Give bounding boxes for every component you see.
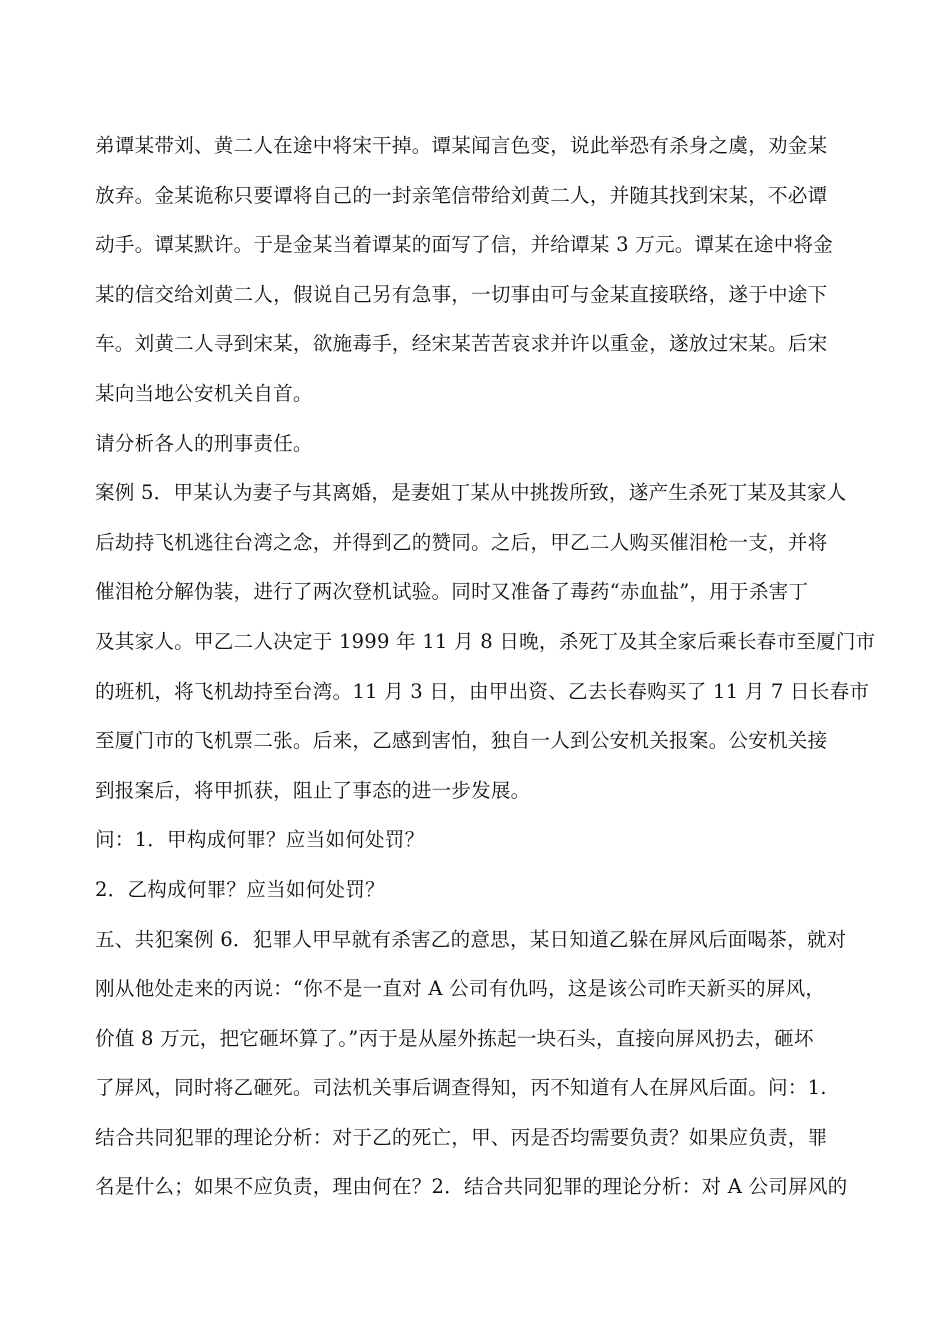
body-line: 放弃。金某诡称只要谭将自己的一封亲笔信带给刘黄二人，并随其找到宋某，不必谭	[95, 183, 828, 207]
body-line: 刚从他处走来的丙说：“你不是一直对 A 公司有仇吗，这是该公司昨天新买的屏风，	[95, 977, 826, 1001]
body-line: 了屏风，同时将乙砸死。司法机关事后调查得知，丙不知道有人在屏风后面。问：1.	[95, 1076, 827, 1100]
body-line: 某的信交给刘黄二人，假说自己另有急事，一切事由可与金某直接联络，遂于中途下	[95, 282, 828, 306]
body-line: 后劫持飞机逃往台湾之念，并得到乙的赞同。之后，甲乙二人购买催泪枪一支，并将	[95, 530, 828, 554]
body-line: 催泪枪分解伪装，进行了两次登机试验。同时又准备了毒药“赤血盐”，用于杀害丁	[95, 580, 809, 604]
case-5-line: 案例 5．甲某认为妻子与其离婚，是妻姐丁某从中挑拨所致，遂产生杀死丁某及其家人	[95, 481, 847, 505]
document-body	[95, 121, 876, 1212]
question-line: 2．乙构成何罪？应当如何处罚？	[95, 877, 385, 901]
body-line: 车。刘黄二人寻到宋某，欲施毒手，经宋某苦苦哀求并许以重金，遂放过宋某。后宋	[95, 332, 828, 356]
body-line: 到报案后，将甲抓获，阻止了事态的进一步发展。	[95, 778, 531, 802]
body-line: 至厦门市的飞机票二张。后来，乙感到害怕，独自一人到公安机关报案。公安机关接	[95, 729, 828, 753]
body-line: 弟谭某带刘、黄二人在途中将宋干掉。谭某闻言色变，说此举恐有杀身之虞，劝金某	[95, 134, 828, 157]
body-line: 动手。谭某默许。于是金某当着谭某的面写了信，并给谭某 3 万元。谭某在途中将金	[95, 233, 834, 257]
body-line: 结合共同犯罪的理论分析：对于乙的死亡，甲、丙是否均需要负责？如果应负责，罪	[95, 1125, 828, 1149]
body-line: 及其家人。甲乙二人决定于 1999 年 11 月 8 日晚，杀死丁及其全家后乘长春市至厦门市	[95, 629, 876, 653]
question-line: 问：1．甲构成何罪？应当如何处罚？	[95, 828, 425, 852]
question-line: 请分析各人的刑事责任。	[95, 431, 313, 455]
body-line: 价值 8 万元，把它砸坏算了。”丙于是从屋外拣起一块石头，直接向屏风扔去，砸坏	[95, 1026, 814, 1050]
body-line: 的班机，将飞机劫持至台湾。11 月 3 日，由甲出资、乙去长春购买了 11 月 7 日长春市	[95, 679, 870, 703]
body-line: 名是什么；如果不应负责，理由何在？2．结合共同犯罪的理论分析：对 A 公司屏风的	[95, 1175, 848, 1199]
body-line: 某向当地公安机关自首。	[95, 381, 313, 405]
case-6-line: 五、共犯案例 6．犯罪人甲早就有杀害乙的意思，某日知道乙躲在屏风后面喝茶，就对	[95, 927, 847, 951]
